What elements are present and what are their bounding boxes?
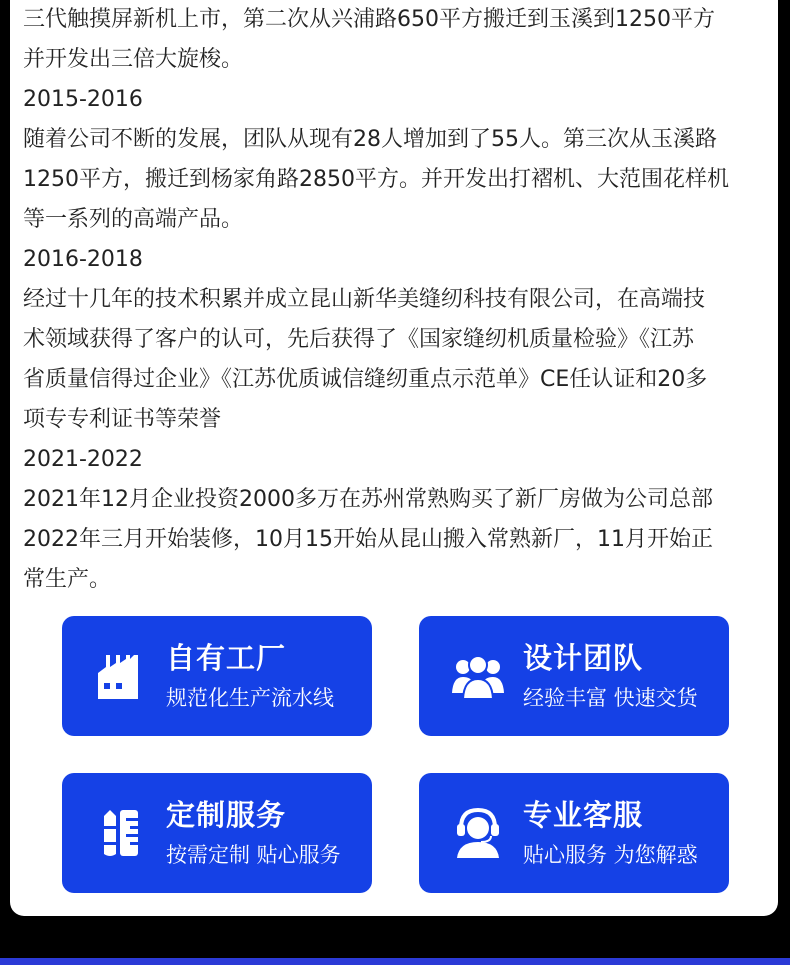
company-history xyxy=(23,0,783,600)
history-line: 经过十几年的技术积累并成立昆山新华美缝纫科技有限公司，在高端技 xyxy=(23,287,706,312)
feature-card-team[interactable] xyxy=(419,616,729,736)
feature-card-custom-service[interactable] xyxy=(62,773,372,893)
feature-card-factory[interactable] xyxy=(62,616,372,736)
feature-title: 专业客服 xyxy=(523,798,644,832)
history-line: 三代触摸屏新机上市，第二次从兴浦路650平方搬迁到玉溪到1250平方 xyxy=(23,7,715,32)
history-line: 等一系列的高端产品。 xyxy=(23,207,244,232)
history-line: 1250平方，搬迁到杨家角路2850平方。并开发出打褶机、大范围花样机 xyxy=(23,167,729,192)
history-line: 并开发出三倍大旋梭。 xyxy=(23,47,244,72)
feature-subtitle: 贴心服务 为您解惑 xyxy=(523,843,698,867)
headset-agent-icon xyxy=(451,806,505,860)
history-period: 2016-2018 xyxy=(23,247,143,272)
feature-title: 设计团队 xyxy=(523,641,644,675)
feature-subtitle: 规范化生产流水线 xyxy=(166,686,334,710)
team-icon xyxy=(451,649,505,703)
factory-icon xyxy=(94,649,148,703)
feature-subtitle: 按需定制 贴心服务 xyxy=(166,843,341,867)
history-period: 2015-2016 xyxy=(23,87,143,112)
feature-card-customer-service[interactable] xyxy=(419,773,729,893)
history-line: 随着公司不断的发展，团队从现有28人增加到了55人。第三次从玉溪路 xyxy=(23,127,717,152)
history-line: 省质量信得过企业》《江苏优质诚信缝纫重点示范单》CE任认证和20多 xyxy=(23,367,708,392)
history-line: 2022年三月开始装修，10月15开始从昆山搬入常熟新厂，11月开始正 xyxy=(23,527,713,552)
history-line: 常生产。 xyxy=(23,567,112,592)
history-period: 2021-2022 xyxy=(23,447,143,472)
bottom-accent-bar xyxy=(0,958,790,965)
feature-subtitle: 经验丰富 快速交货 xyxy=(523,686,698,710)
feature-title: 定制服务 xyxy=(166,798,287,832)
history-line: 术领域获得了客户的认可，先后获得了《国家缝纫机质量检验》《江苏 xyxy=(23,327,695,352)
ruler-pen-icon xyxy=(94,806,148,860)
feature-title: 自有工厂 xyxy=(166,641,287,675)
history-line: 项专专利证书等荣誉 xyxy=(23,407,222,432)
history-line: 2021年12月企业投资2000多万在苏州常熟购买了新厂房做为公司总部 xyxy=(23,487,713,512)
